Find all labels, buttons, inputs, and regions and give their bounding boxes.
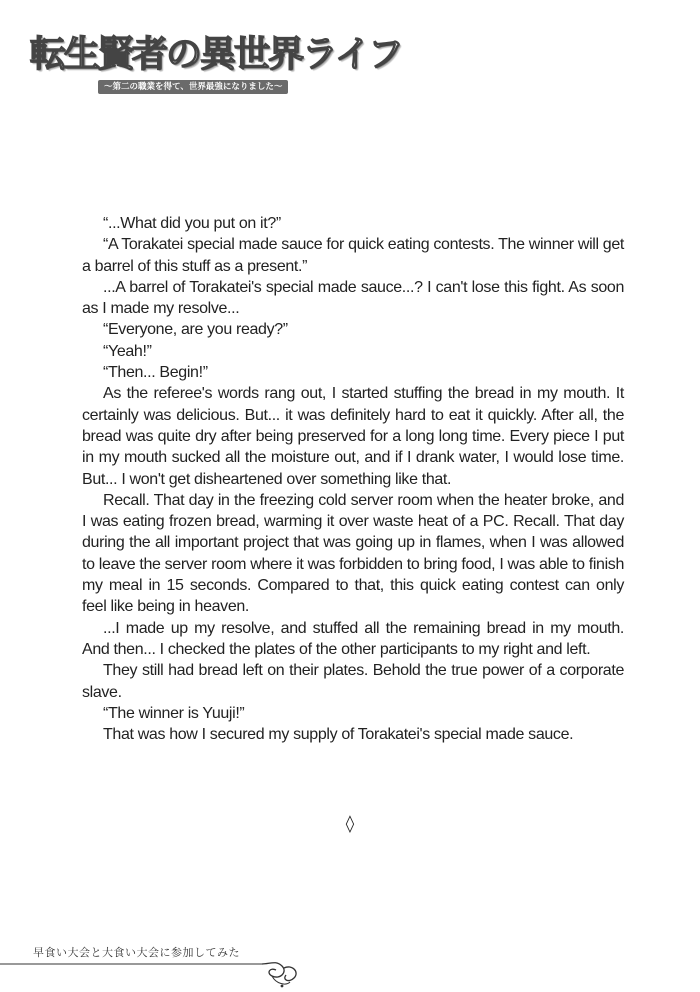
scene-break-icon: ◊ xyxy=(345,814,355,834)
paragraph: “Everyone, are you ready?” xyxy=(103,321,288,339)
paragraph: ...A barrel of Torakatei's special made sauce...? I can't lose this fight. As soon as I made my resolve... xyxy=(82,278,624,318)
paragraph: “Yeah!” xyxy=(103,342,152,360)
series-subtitle: ～第二の職業を得て、世界最強になりました～ xyxy=(98,80,288,94)
paragraph: That was how I secured my supply of Torakatei's special made sauce. xyxy=(103,726,574,744)
paragraph: Recall. That day in the freezing cold server room when the heater broke, and I was eating frozen bread, warming it over waste heat of a PC. Recall. That day during the all important project that was going up in flames, when I was allowed to leave the server room where it was forbidden to bring food, I was able to finish my meal in 15 seconds. Compared to that, this quick eating contest can only feel like being in heaven. xyxy=(82,491,624,616)
paragraph: “The winner is Yuuji!” xyxy=(103,704,245,722)
paragraph: They still had bread left on their plates. Behold the true power of a corporate slave. xyxy=(82,662,624,701)
page-footer xyxy=(0,938,340,988)
main-text xyxy=(82,213,624,745)
series-logo xyxy=(22,30,402,100)
flourish-ornament-icon xyxy=(0,962,300,992)
series-title: 転生賢者の異世界ライフ xyxy=(30,33,402,75)
paragraph: “...What did you put on it?” xyxy=(103,215,281,232)
chapter-title: 早食い大会と大食い大会に参加してみた xyxy=(33,946,240,959)
paragraph: ...I made up my resolve, and stuffed all the remaining bread in my mouth. And then... I checked the plates of the other participants to my right and left. xyxy=(82,619,624,658)
paragraph: “A Torakatei special made sauce for quick eating contests. The winner will get a barrel of this stuff as a present.” xyxy=(82,236,624,275)
paragraph: “Then... Begin!” xyxy=(103,364,208,382)
paragraph: As the referee's words rang out, I started stuffing the bread in my mouth. It certainly was delicious. But... it was definitely hard to eat it quickly. After all, the bread was quite dry after being preserved for a long long time. Every piece I put in my mouth sucked all the moisture out, and if I drank water, I would lose time. But... I won't get disheartened over something like that. xyxy=(82,385,624,488)
